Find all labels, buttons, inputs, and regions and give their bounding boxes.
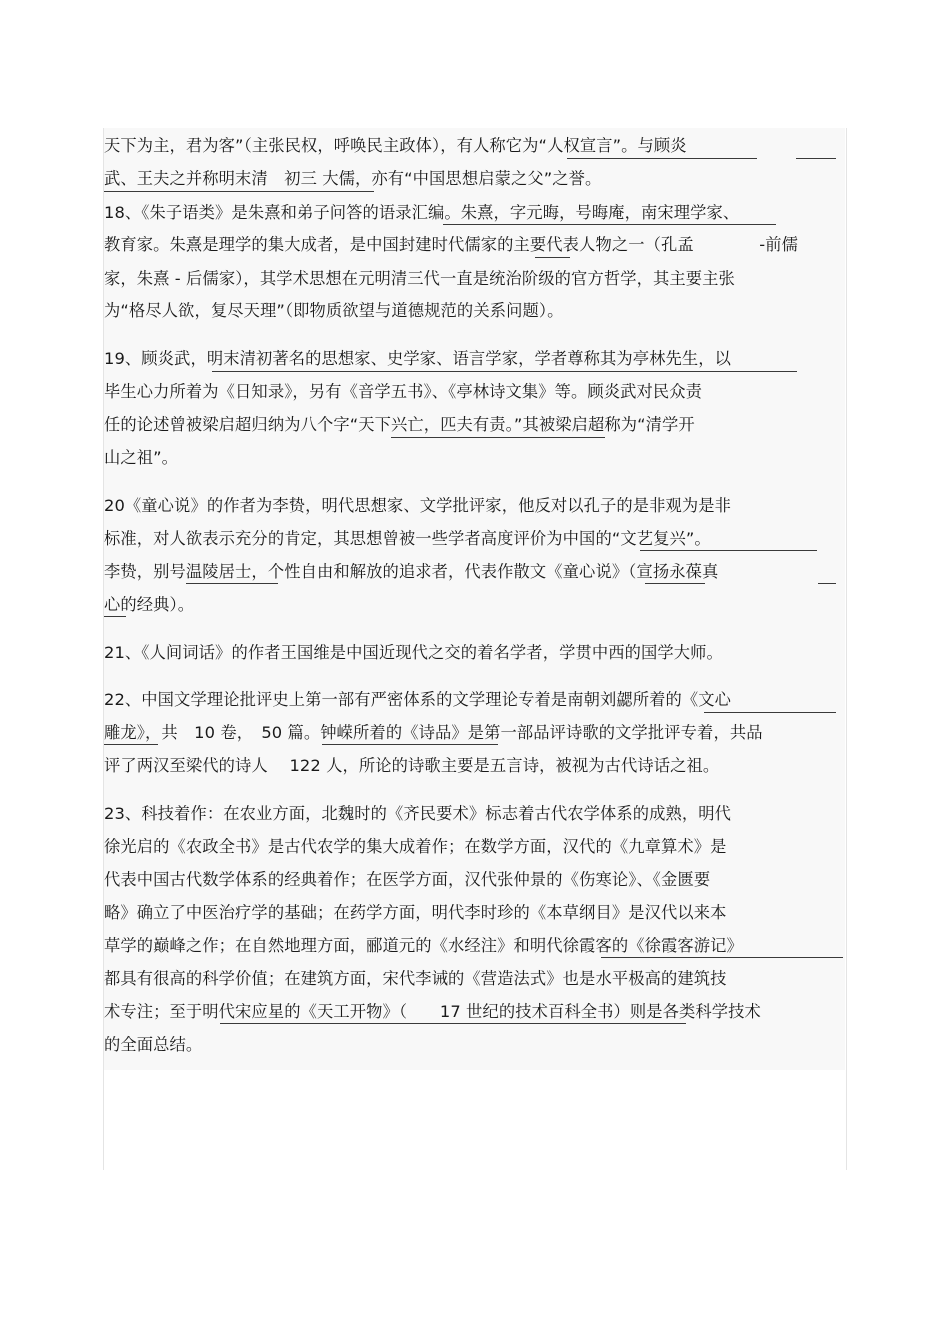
text-line: 李贽，别号温陵居士，个性自由和解放的追求者，代表作散文《童心说》（宣扬永葆真	[104, 562, 719, 581]
text-line: 23、科技着作：在农业方面，北魏时的《齐民要术》标志着古代农学体系的成熟，明代	[104, 804, 732, 823]
underline-mark	[104, 191, 374, 192]
text-line: 心的经典）。	[104, 595, 195, 614]
underline-mark	[104, 616, 126, 617]
text-line: 18、《朱子语类》是朱熹和弟子问答的语录汇编。朱熹，字元晦，号晦庵，南宋理学家、	[104, 203, 740, 222]
text-line: 术专注；至于明代宋应星的《天工开物》（ 17 世纪的技术百科全书）则是各类科学技术	[104, 1002, 761, 1021]
underline-mark	[443, 224, 776, 225]
text-line: 21、《人间词话》的作者王国维是中国近现代之交的着名学者，学贯中西的国学大师。	[104, 643, 723, 662]
text-line: 略》确立了中医治疗学的基础；在药学方面，明代李时珍的《本草纲目》是汉代以来本	[104, 903, 727, 922]
underline-mark	[567, 158, 757, 159]
text-line: 教育家。朱熹是理学的集大成者，是中国封建时代儒家的主要代表人物之一（孔孟 -前儒	[104, 235, 798, 254]
underline-mark	[796, 158, 836, 159]
text-line: 雕龙》，共 10 卷， 50 篇。钟嵘所着的《诗品》是第一部品评诗歌的文学批评专着，共品	[104, 723, 763, 742]
underline-mark	[535, 257, 570, 258]
text-line: 毕生心力所着为《日知录》，另有《音学五书》、《亭林诗文集》等。顾炎武对民众责	[104, 382, 703, 401]
text-line: 标准，对人欲表示充分的肯定，其思想曾被一些学者高度评价为中国的“文艺复兴”。	[104, 529, 711, 548]
underline-mark	[220, 1023, 686, 1024]
text-line: 任的论述曾被梁启超归纳为八个字“天下兴亡，匹夫有责。”其被梁启超称为“清学开	[104, 415, 695, 434]
text-line: 为“格尽人欲，复尽天理”（即物质欲望与道德规范的关系问题）。	[104, 301, 564, 320]
text-line: 家，朱熹 - 后儒家），其学术思想在元明清三代一直是统治阶级的官方哲学，其主要主张	[104, 269, 735, 288]
underline-mark	[645, 583, 705, 584]
text-line: 22、中国文学理论批评史上第一部有严密体系的文学理论专着是南朝刘勰所着的《文心	[104, 690, 732, 709]
text-line: 代表中国古代数学体系的经典着作；在医学方面，汉代张仲景的《伤寒论》、《金匮要	[104, 870, 711, 889]
underline-mark	[322, 744, 498, 745]
text-line: 19、顾炎武，明末清初著名的思想家、史学家、语言学家，学者尊称其为亭林先生，以	[104, 349, 732, 368]
underline-mark	[601, 957, 843, 958]
underline-mark	[104, 744, 158, 745]
text-line: 徐光启的《农政全书》是古代农学的集大成着作；在数学方面，汉代的《九章算术》是	[104, 837, 727, 856]
text-line: 天下为主，君为客”（主张民权，呼唤民主政体），有人称它为“人权宣言”。与顾炎	[104, 136, 687, 155]
text-line: 山之祖”。	[104, 448, 179, 467]
text-line: 的全面总结。	[104, 1035, 203, 1054]
text-line: 武、王夫之并称明末清 初三 大儒，亦有“中国思想启蒙之父”之誉。	[104, 169, 602, 188]
text-line: 20《童心说》的作者为李贽，明代思想家、文学批评家，他反对以孔子的是非观为是非	[104, 496, 732, 515]
underline-mark	[640, 550, 817, 551]
underline-mark	[704, 712, 836, 713]
underline-mark	[391, 437, 605, 438]
underline-mark	[818, 583, 836, 584]
text-line: 评了两汉至梁代的诗人 122 人，所论的诗歌主要是五言诗，被视为古代诗话之祖。	[104, 756, 720, 775]
underline-mark	[212, 371, 797, 372]
text-line: 都具有很高的科学价值；在建筑方面，宋代李诫的《营造法式》也是水平极高的建筑技	[104, 969, 727, 988]
text-line: 草学的巅峰之作；在自然地理方面，郦道元的《水经注》和明代徐霞客的《徐霞客游记》	[104, 936, 743, 955]
underline-mark	[186, 583, 278, 584]
